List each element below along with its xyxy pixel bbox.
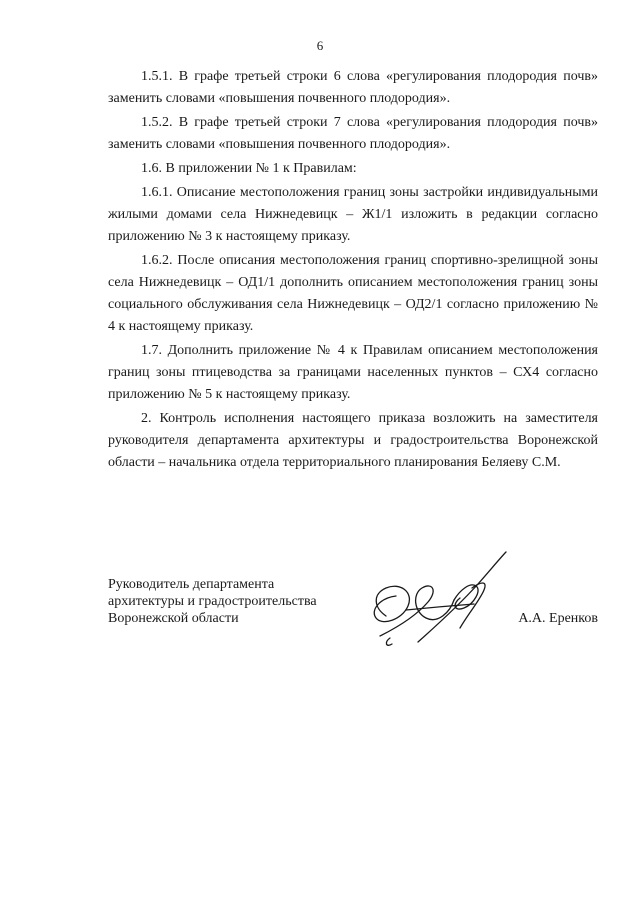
page-number: 6: [316, 38, 324, 53]
handwritten-signature: [356, 546, 536, 661]
signatory-title-line: архитектуры и градостроительства: [108, 594, 317, 609]
signatory-title-line: Воронежской области: [108, 611, 239, 626]
paragraph-1-6: 1.6. В приложении № 1 к Правилам:: [141, 161, 357, 176]
paragraph-1-7: 1.7. Дополнить приложение № 4 к Правилам описанием местоположения границ зоны птицеводства за границами населенных пунктов – СХ4 согласно приложению № 5 к настоящему приказу.: [108, 343, 598, 402]
signatory-title-line: Руководитель департамента: [108, 577, 275, 592]
paragraph-1-5-2: 1.5.2. В графе третьей строки 7 слова «регулирования плодородия почв» заменить словами «повышения почвенного плодородия».: [108, 115, 598, 152]
paragraph-2: 2. Контроль исполнения настоящего приказа возложить на заместителя руководителя департамента архитектуры и градостроительства Воронежской области – начальника отдела территориального планирования Беляеву С.М.: [108, 411, 598, 470]
signature-block: [108, 576, 598, 656]
signatory-name: А.А. Еренков: [518, 611, 598, 626]
signatory-title: [108, 576, 368, 627]
paragraph-1-6-1: 1.6.1. Описание местоположения границ зоны застройки индивидуальными жилыми домами села Нижнедевицк – Ж1/1 изложить в редакции согласно приложению № 3 к настоящему приказу.: [108, 185, 598, 244]
paragraph-1-6-2: 1.6.2. После описания местоположения границ спортивно-зрелищной зоны села Нижнедевицк – ОД1/1 дополнить описанием местоположения границ зоны социального обслуживания села Нижнедевицк – ОД2/1 согласно приложению № 4 к настоящему приказу.: [108, 253, 598, 334]
paragraph-1-5-1: 1.5.1. В графе третьей строки 6 слова «регулирования плодородия почв» заменить словами «повышения почвенного плодородия».: [108, 69, 598, 106]
document-body: [108, 66, 598, 476]
